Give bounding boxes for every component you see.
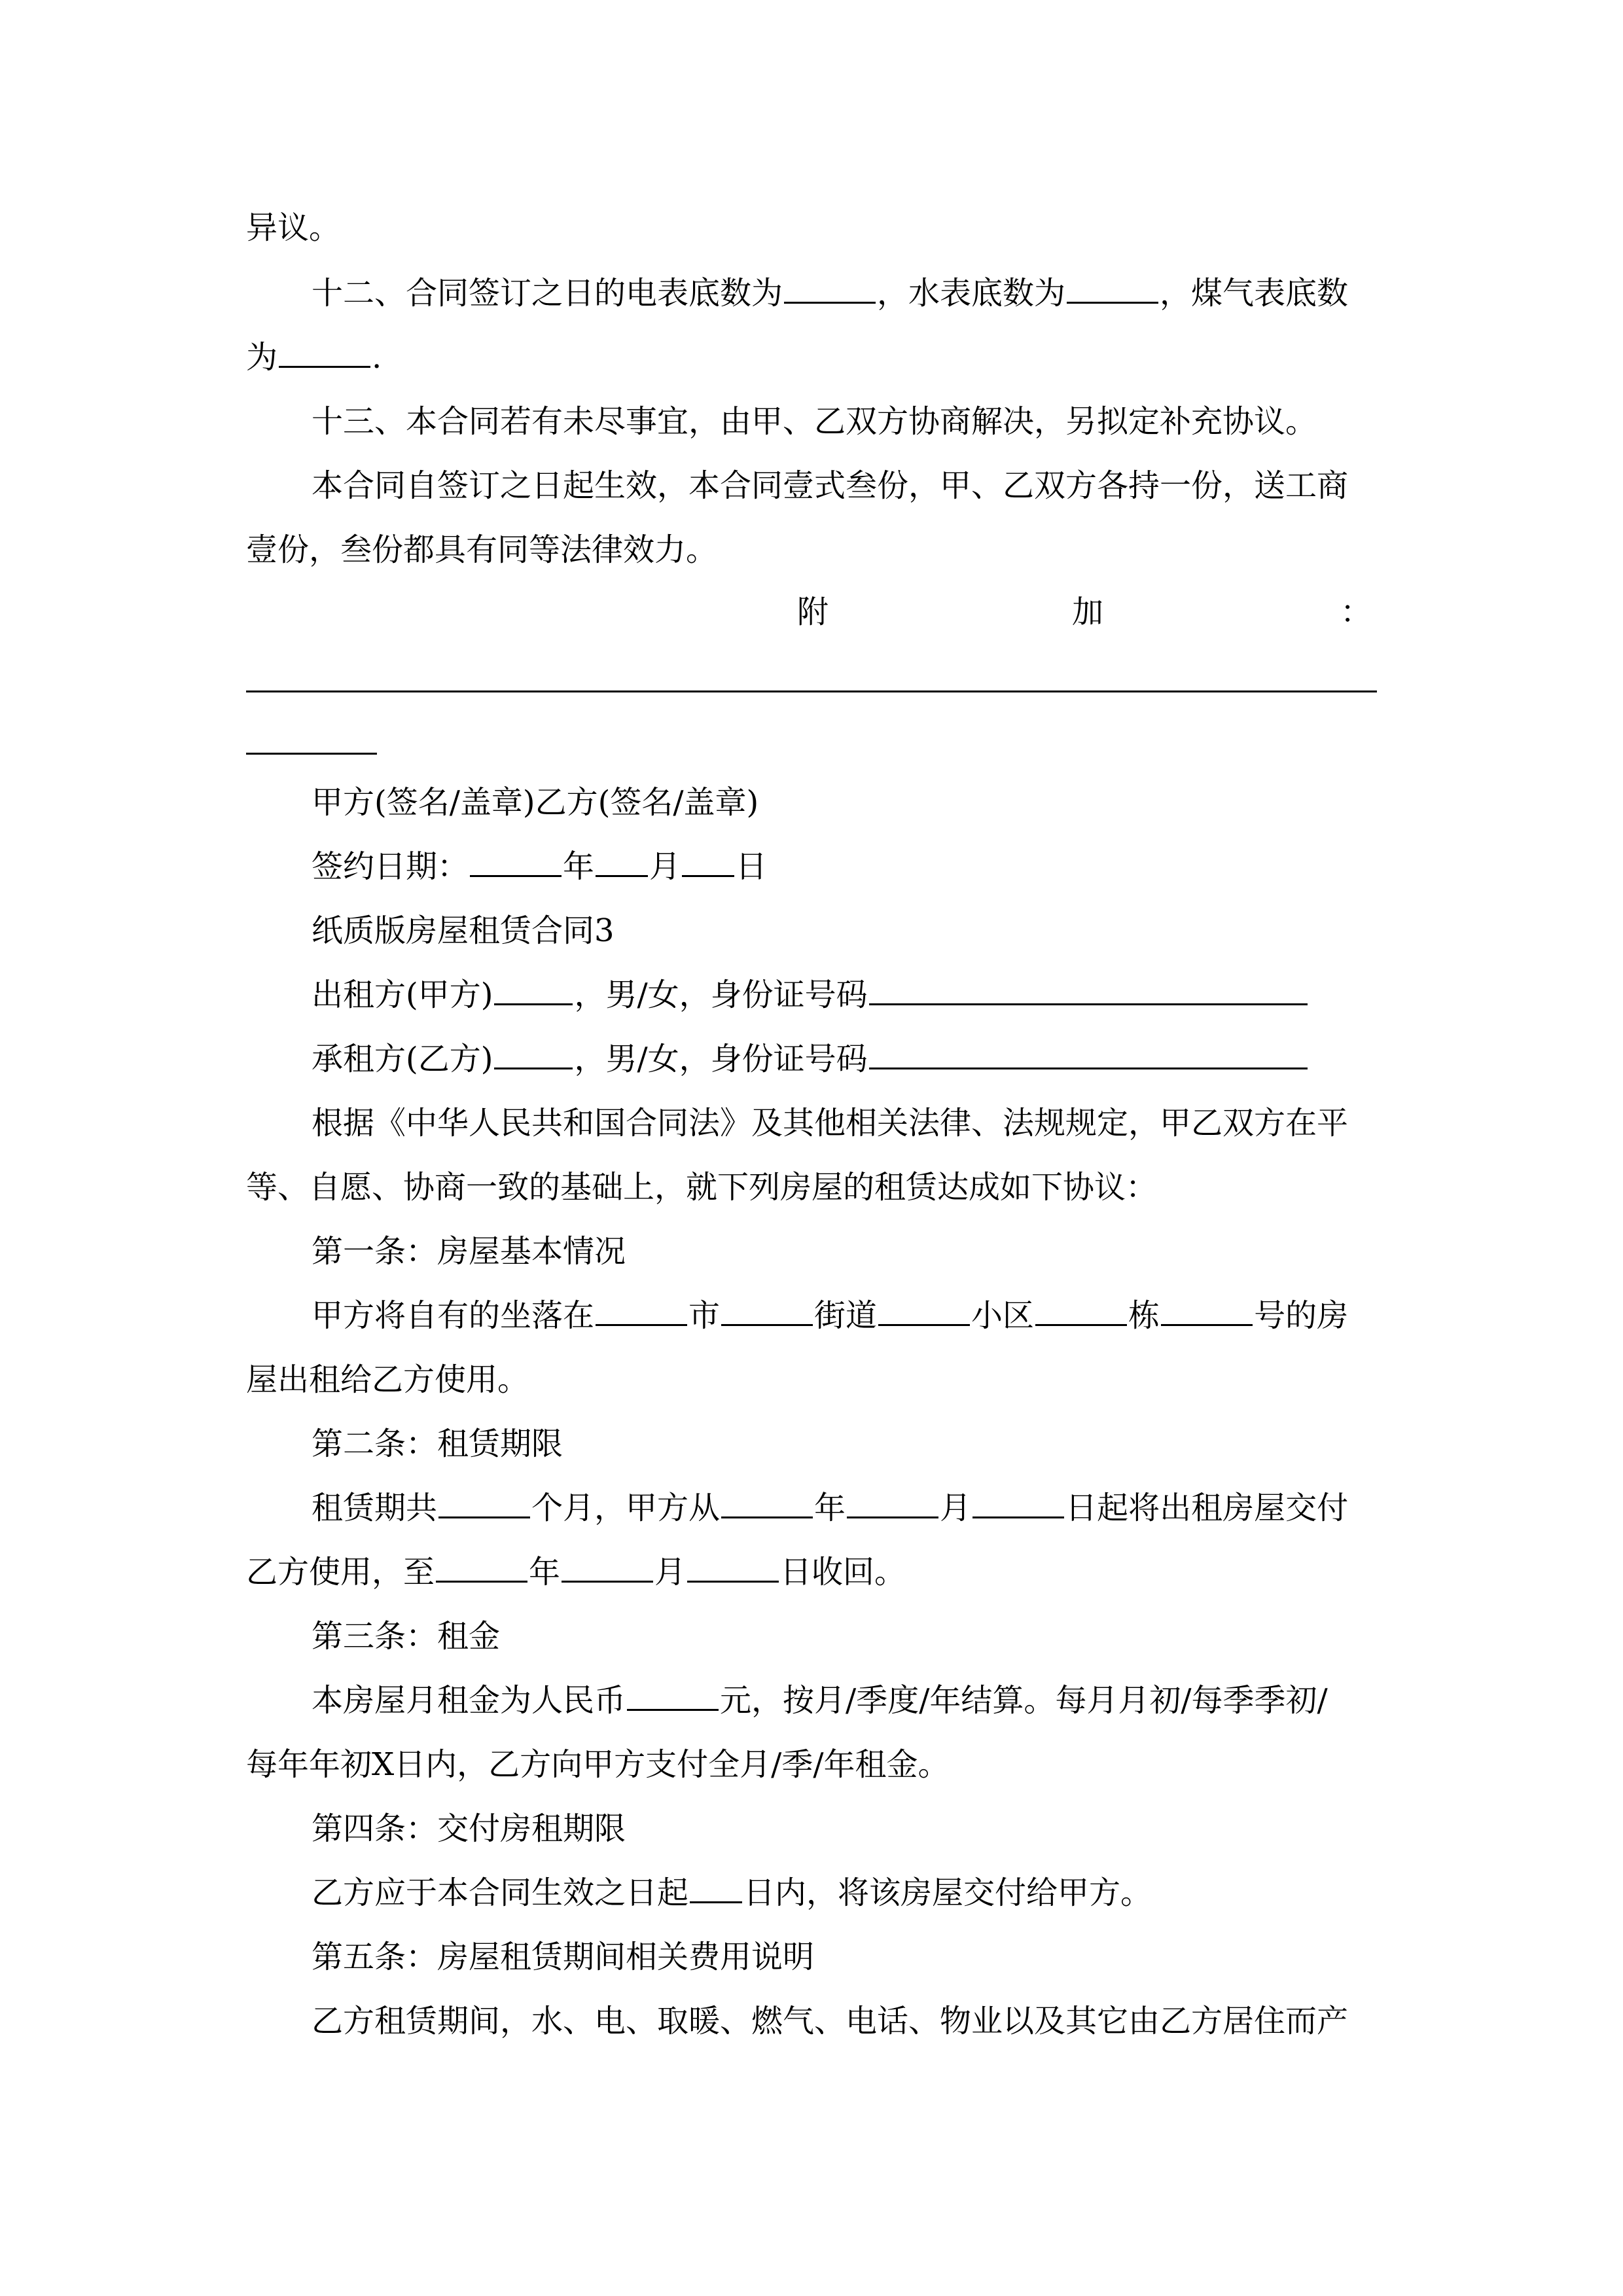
fill-blank [784,276,876,304]
sign-date-line [312,847,767,886]
fill-blank [721,1298,813,1326]
basis-line-2: 等、自愿、协商一致的基础上，就下列房屋的租赁达成如下协议： [246,1169,1158,1206]
text-span: 个月，甲方从 [531,1490,721,1526]
article-5-heading: 第五条：房屋租赁期间相关费用说明 [312,1939,815,1975]
lessee-line [312,1039,1309,1079]
text-span: 日内，将该房屋交付给甲方。 [743,1874,1152,1911]
text-span: 街道 [814,1297,878,1334]
text-span: 本房屋月租金为人民币 [312,1682,626,1719]
article-3-line-2: 每年年初X日内，乙方向甲方支付全月/季/年租金。 [246,1746,950,1783]
fill-blank [1067,276,1158,304]
fill-blank [878,1298,970,1326]
fill-blank [279,340,370,368]
text-span: 年 [563,848,595,885]
article-1-line-2: 屋出租给乙方使用。 [246,1361,529,1398]
text-span: ，水表底数为 [877,275,1066,312]
fill-blank [869,1041,1308,1069]
article-2-heading: 第二条：租赁期限 [312,1426,563,1462]
article-5-line: 乙方租赁期间，水、电、取暖、燃气、电话、物业以及其它由乙方居住而产 [312,2003,1349,2039]
fill-blank [682,849,734,877]
effect-line-2: 壹份，叁份都具有同等法律效力。 [246,531,718,568]
fill-blank [869,977,1308,1005]
fill-blank [972,1490,1064,1518]
fill-blank [687,1554,779,1583]
article-1-line [312,1296,1348,1335]
text-span: 签约日期： [312,848,469,885]
text-span: 月 [649,848,681,885]
clause-12-line-2 [246,338,382,377]
text-span: 日 [736,848,768,885]
text-span: 年 [529,1554,561,1590]
text-span: 乙方使用，至 [246,1554,435,1590]
text-span: 甲方将自有的坐落在 [312,1297,595,1334]
text-span: 月 [940,1490,972,1526]
fill-blank [438,1490,530,1518]
text-span: 月 [654,1554,687,1590]
text-span: 为 [246,339,278,376]
fill-blank [470,849,562,877]
text-span: 市 [688,1297,721,1334]
text-span: ，男/女，身份证号码 [574,1041,868,1077]
fill-blank [847,1490,938,1518]
article-3-heading: 第三条：租金 [312,1618,501,1655]
text-span: 元，按月/季度/年结算。每月月初/每季季初/ [720,1682,1328,1719]
text-span: 十二、合同签订之日的电表底数为 [312,275,783,312]
fill-blank [494,977,573,1005]
fill-blank [690,1875,742,1903]
text-span: 栋 [1128,1297,1160,1334]
appendix-label-2: 加 [1072,594,1104,630]
contract-title: 纸质版房屋租赁合同3 [312,912,615,949]
appendix-colon: ： [1340,594,1372,630]
appendix-rule-short [246,753,377,755]
text-span: 租赁期共 [312,1490,438,1526]
article-4-line [312,1873,1152,1912]
article-1-heading: 第一条：房屋基本情况 [312,1233,626,1270]
text-span: 小区 [971,1297,1035,1334]
text-span: ，男/女，身份证号码 [574,977,868,1013]
clause-12-line [312,274,1348,313]
text-span: 日起将出租房屋交付 [1065,1490,1349,1526]
fill-blank [436,1554,527,1583]
fill-blank [1161,1298,1253,1326]
fill-blank [1035,1298,1127,1326]
fill-blank [721,1490,813,1518]
article-2-line [312,1488,1348,1528]
text-span: . [372,339,382,376]
text-line: 异议。 [246,209,341,246]
signature-line: 甲方(签名/盖章)乙方(签名/盖章) [312,784,759,821]
text-span: 号的房 [1254,1297,1349,1334]
text-span: 出租方(甲方) [312,977,493,1013]
text-span: 日收回。 [780,1554,906,1590]
fill-blank [494,1041,573,1069]
lessor-line [312,975,1309,1014]
appendix-label-1: 附 [797,594,829,630]
clause-13-line: 十三、本合同若有未尽事宜，由甲、乙双方协商解决，另拟定补充协议。 [312,403,1317,440]
basis-line: 根据《中华人民共和国合同法》及其他相关法律、法规规定，甲乙双方在平 [312,1105,1349,1141]
fill-blank [627,1683,719,1711]
text-span: 乙方应于本合同生效之日起 [312,1874,689,1911]
text-span: ，煤气表底数 [1160,275,1349,312]
fill-blank [596,849,648,877]
article-4-heading: 第四条：交付房租期限 [312,1810,626,1847]
appendix-rule [246,691,1377,692]
article-2-line-2 [246,1552,906,1592]
text-span: 年 [814,1490,846,1526]
text-span: 承租方(乙方) [312,1041,493,1077]
fill-blank [596,1298,687,1326]
fill-blank [562,1554,653,1583]
effect-line: 本合同自签订之日起生效，本合同壹式叁份，甲、乙双方各持一份，送工商 [312,467,1349,504]
article-3-line [312,1681,1328,1720]
